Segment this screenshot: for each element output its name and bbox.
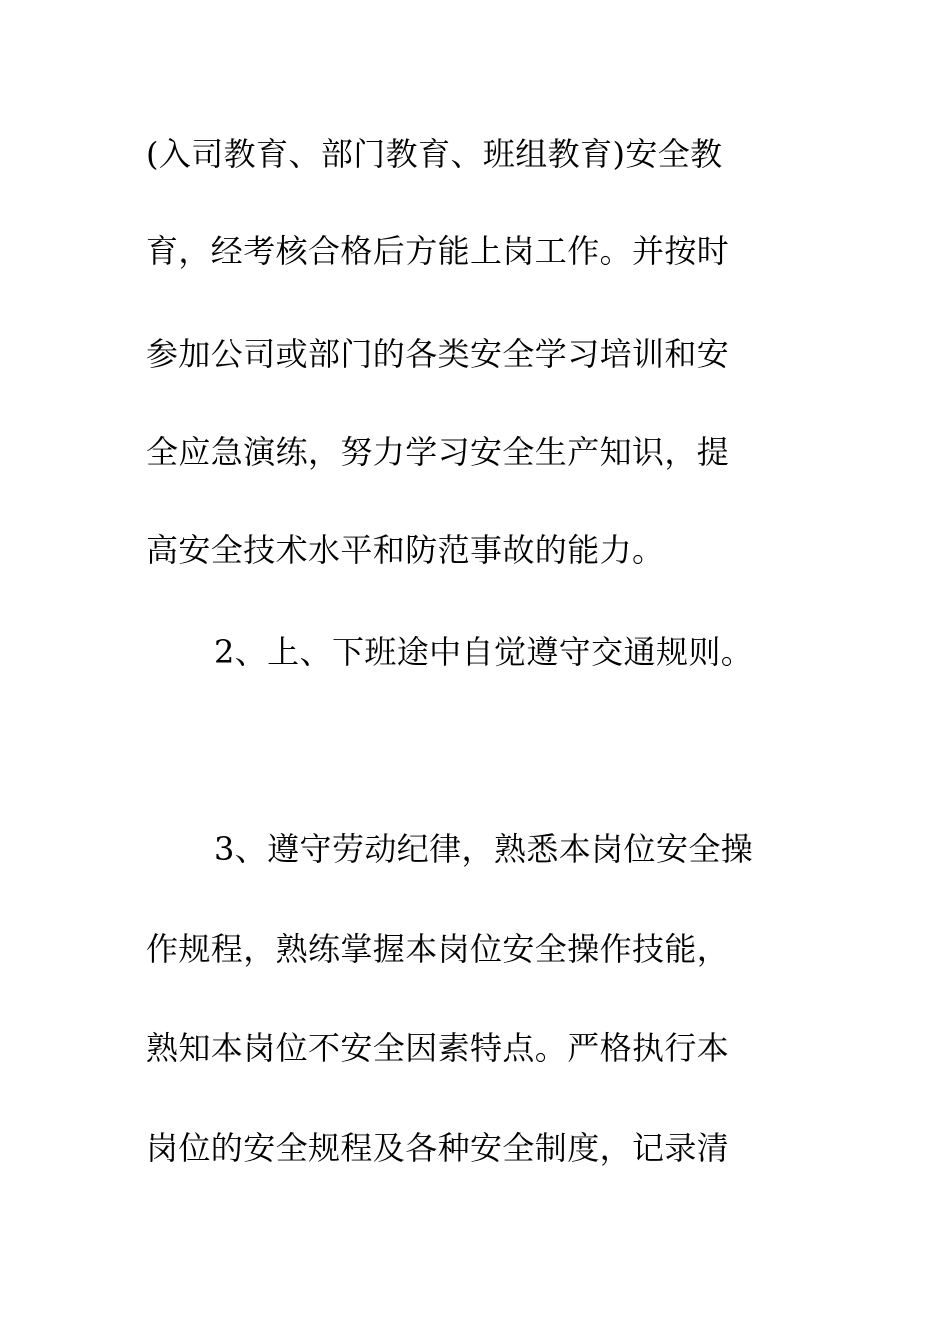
paragraph-line: 3、遵守劳动纪律，熟悉本岗位安全操 — [214, 830, 754, 868]
paragraph-line: 作规程，熟练掌握本岗位安全操作技能， — [146, 930, 730, 968]
paragraph-line: 2、上、下班途中自觉遵守交通规则。 — [214, 633, 754, 671]
paragraph-line: 岗位的安全规程及各种安全制度，记录清 — [146, 1129, 730, 1167]
paragraph-line: 参加公司或部门的各类安全学习培训和安 — [146, 335, 730, 373]
paragraph-line: 高安全技术水平和防范事故的能力。 — [146, 531, 665, 569]
paragraph-line: (入司教育、部门教育、班组教育)安全教 — [146, 135, 723, 173]
paragraph-line: 全应急演练，努力学习安全生产知识，提 — [146, 433, 730, 471]
paragraph-line: 熟知本岗位不安全因素特点。严格执行本 — [146, 1029, 730, 1067]
paragraph-line: 育，经考核合格后方能上岗工作。并按时 — [146, 232, 730, 270]
